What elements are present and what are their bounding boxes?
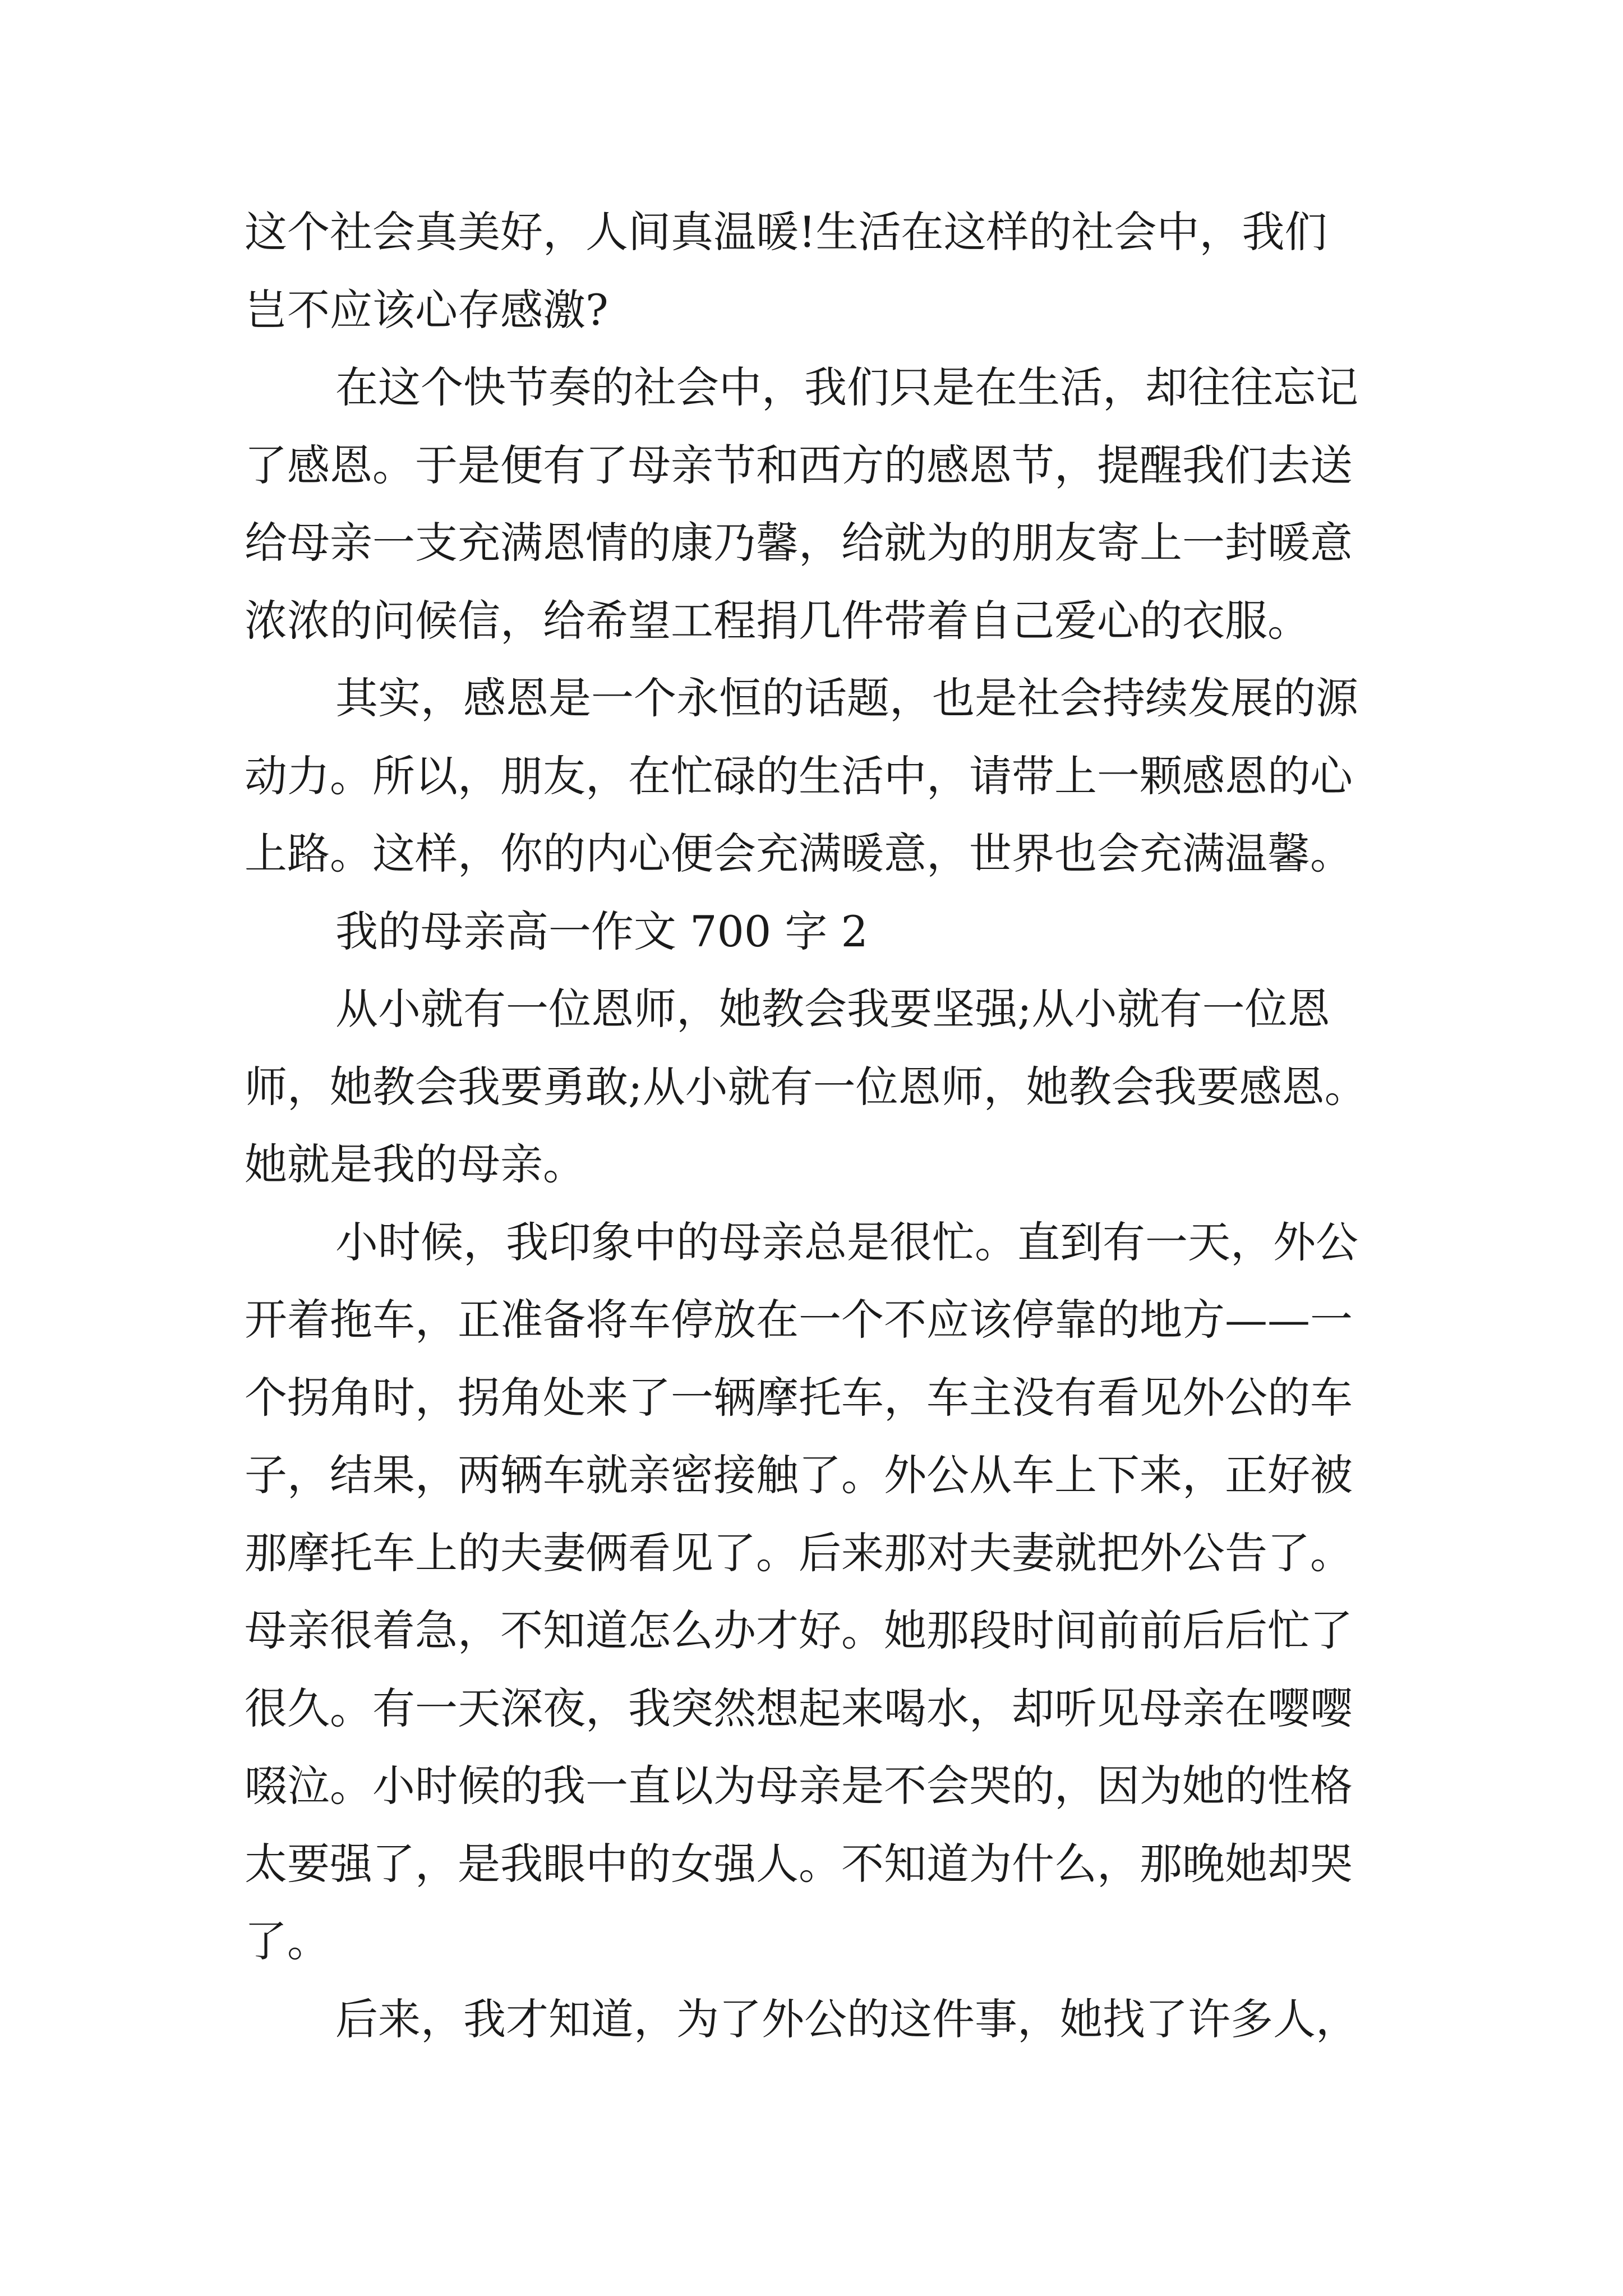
text-line: 这个社会真美好，人间真温暖!生活在这样的社会中，我们 xyxy=(245,207,1327,257)
paragraph-5 xyxy=(245,1204,1394,1981)
text-line: 个拐角时，拐角处来了一辆摩托车，车主没有看见外公的车 xyxy=(245,1372,1353,1423)
text-line: 母亲很着急，不知道怎么办才好。她那段时间前前后后忙了 xyxy=(245,1605,1353,1655)
text-line: 上路。这样，你的内心便会充满暖意，世界也会充满温馨。 xyxy=(245,829,1353,878)
paragraph-2 xyxy=(245,349,1394,660)
text-line: 动力。所以，朋友，在忙碌的生活中，请带上一颗感恩的心 xyxy=(245,751,1353,801)
text-line: 她就是我的母亲。 xyxy=(245,1139,585,1189)
text-line: 了。 xyxy=(245,1916,330,1966)
essay-title xyxy=(245,893,1394,971)
text-line: 太要强了，是我眼中的女强人。不知道为什么，那晚她却哭 xyxy=(245,1838,1353,1889)
text-line: 开着拖车，正准备将车停放在一个不应该停靠的地方——一 xyxy=(245,1295,1353,1345)
text-line: 很久。有一天深夜，我突然想起来喝水，却听见母亲在嘤嘤 xyxy=(245,1683,1353,1733)
text-line: 了感恩。于是便有了母亲节和西方的感恩节，提醒我们去送 xyxy=(245,440,1353,490)
text-line: 师，她教会我要勇敢;从小就有一位恩师，她教会我要感恩。 xyxy=(245,1061,1367,1112)
text-line: 浓浓的问候信，给希望工程捐几件带着自己爱心的衣服。 xyxy=(245,595,1310,646)
text-line: 啜泣。小时候的我一直以为母亲是不会哭的，因为她的性格 xyxy=(245,1761,1353,1811)
paragraph-3 xyxy=(245,660,1394,893)
text-line: 后来，我才知道，为了外公的这件事，她找了许多人， xyxy=(335,1994,1358,2044)
text-line: 小时候，我印象中的母亲总是很忙。直到有一天，外公 xyxy=(335,1217,1358,1267)
text-line: 从小就有一位恩师，她教会我要坚强;从小就有一位恩 xyxy=(335,984,1330,1034)
paragraph-1 xyxy=(245,194,1394,349)
text-line: 其实，感恩是一个永恒的话题，也是社会持续发展的源 xyxy=(335,673,1358,723)
paragraph-6 xyxy=(245,1981,1394,2059)
text-line: 给母亲一支充满恩情的康乃馨，给就为的朋友寄上一封暖意 xyxy=(245,518,1353,568)
text-line: 那摩托车上的夫妻俩看见了。后来那对夫妻就把外公告了。 xyxy=(245,1527,1353,1578)
text-line: 岂不应该心存感激? xyxy=(245,284,608,335)
document-body xyxy=(245,194,1394,2058)
text-line: 子，结果，两辆车就亲密接触了。外公从车上下来，正好被 xyxy=(245,1450,1353,1500)
paragraph-4 xyxy=(245,970,1394,1204)
text-line: 在这个快节奏的社会中，我们只是在生活，却往往忘记 xyxy=(335,362,1358,412)
essay-title-text: 我的母亲高一作文 700 字 2 xyxy=(335,906,868,956)
